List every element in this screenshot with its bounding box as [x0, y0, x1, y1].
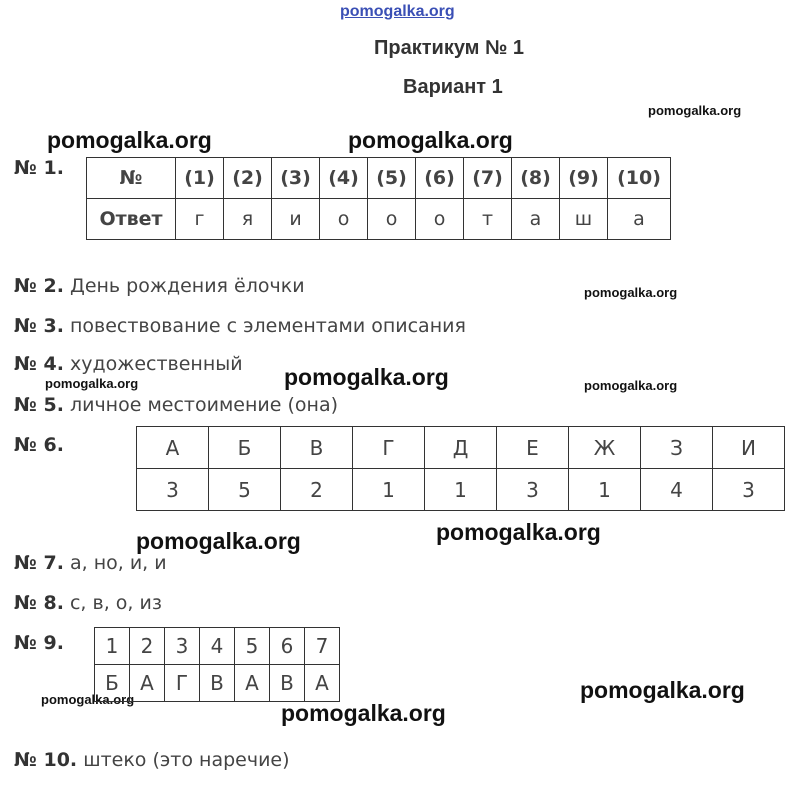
- task-answer: с, в, о, из: [69, 592, 162, 614]
- table-cell: о: [320, 199, 368, 240]
- watermark: pomogalka.org: [47, 127, 212, 153]
- task10-line: [14, 749, 290, 771]
- task-number: № 5.: [14, 394, 64, 416]
- watermark: pomogalka.org: [584, 285, 678, 300]
- watermark-top: pomogalka.org: [340, 3, 455, 20]
- table-header-cell: Д: [425, 427, 497, 469]
- table-cell: В: [270, 665, 305, 702]
- table-row: [95, 665, 340, 702]
- task-number: № 9.: [14, 632, 64, 654]
- table-cell: Г: [165, 665, 200, 702]
- table-row: [137, 427, 785, 469]
- task3-line: [14, 315, 466, 337]
- task-answer: художественный: [69, 353, 243, 375]
- table-cell: я: [224, 199, 272, 240]
- table-header-cell: В: [281, 427, 353, 469]
- table-cell: 1: [425, 469, 497, 511]
- task-number: № 6.: [14, 434, 64, 456]
- table-cell: 3: [713, 469, 785, 511]
- variant-title: Вариант 1: [403, 76, 503, 98]
- task-answer: штеко (это наречие): [83, 749, 290, 771]
- table-header-cell: 2: [130, 628, 165, 665]
- table-header-cell: (10): [608, 158, 671, 199]
- table-cell: А: [305, 665, 340, 702]
- table-header-cell: 6: [270, 628, 305, 665]
- task1-table: [86, 157, 671, 240]
- table-header-cell: А: [137, 427, 209, 469]
- task5-line: [14, 394, 338, 416]
- task-number: № 7.: [14, 552, 64, 574]
- table-cell: 1: [569, 469, 641, 511]
- watermark: pomogalka.org: [281, 700, 446, 726]
- watermark: pomogalka.org: [41, 692, 135, 707]
- table-cell: 5: [209, 469, 281, 511]
- task-number: № 2.: [14, 275, 64, 297]
- task-answer: а, но, и, и: [69, 552, 167, 574]
- table-cell: т: [464, 199, 512, 240]
- task8-line: [14, 592, 162, 614]
- table-cell: А: [130, 665, 165, 702]
- table-header-cell: З: [641, 427, 713, 469]
- task-number: № 4.: [14, 353, 64, 375]
- task-number: № 1.: [14, 157, 64, 179]
- watermark: pomogalka.org: [136, 528, 301, 554]
- table-cell: и: [272, 199, 320, 240]
- watermark: pomogalka.org: [648, 103, 742, 118]
- table-row: [87, 199, 671, 240]
- table-header-cell: (1): [176, 158, 224, 199]
- table-row: [87, 158, 671, 199]
- table-header-cell: 4: [200, 628, 235, 665]
- watermark: pomogalka.org: [284, 364, 449, 390]
- table-cell: Б: [95, 665, 130, 702]
- table-header-cell: 1: [95, 628, 130, 665]
- task2-line: [14, 275, 305, 297]
- task-answer: повествование с элементами описания: [69, 315, 466, 337]
- table-cell: о: [368, 199, 416, 240]
- table-cell: а: [512, 199, 560, 240]
- watermark: pomogalka.org: [45, 376, 139, 391]
- table-cell: В: [200, 665, 235, 702]
- table-header-cell: Е: [497, 427, 569, 469]
- table-header-cell: Г: [353, 427, 425, 469]
- task9-table: [94, 627, 340, 702]
- table-cell: ш: [560, 199, 608, 240]
- task6-table: [136, 426, 785, 511]
- watermark: pomogalka.org: [436, 519, 601, 545]
- table-header-cell: (3): [272, 158, 320, 199]
- table-header-cell: И: [713, 427, 785, 469]
- table-header-cell: 5: [235, 628, 270, 665]
- table-cell: А: [235, 665, 270, 702]
- table-cell: о: [416, 199, 464, 240]
- task-number: № 10.: [14, 749, 78, 771]
- watermark: pomogalka.org: [348, 127, 513, 153]
- table-header-cell: (6): [416, 158, 464, 199]
- table-cell: г: [176, 199, 224, 240]
- table-header-cell: №: [87, 158, 176, 199]
- table-row: [137, 469, 785, 511]
- table-header-cell: (5): [368, 158, 416, 199]
- watermark: pomogalka.org: [580, 677, 745, 703]
- task4-line: [14, 353, 243, 375]
- table-cell: 4: [641, 469, 713, 511]
- table-header-cell: (9): [560, 158, 608, 199]
- task7-line: [14, 552, 167, 574]
- table-cell: 3: [137, 469, 209, 511]
- table-header-cell: Б: [209, 427, 281, 469]
- table-cell: а: [608, 199, 671, 240]
- table-cell: 2: [281, 469, 353, 511]
- table-header-cell: 7: [305, 628, 340, 665]
- table-header-cell: (4): [320, 158, 368, 199]
- table-cell: 3: [497, 469, 569, 511]
- table-header-cell: (8): [512, 158, 560, 199]
- table-row: [95, 628, 340, 665]
- page-title: Практикум № 1: [374, 37, 525, 59]
- task-answer: День рождения ёлочки: [69, 275, 305, 297]
- watermark: pomogalka.org: [584, 378, 678, 393]
- table-header-cell: (2): [224, 158, 272, 199]
- task-number: № 8.: [14, 592, 64, 614]
- table-header-cell: 3: [165, 628, 200, 665]
- table-header-cell: Ж: [569, 427, 641, 469]
- table-header-cell: (7): [464, 158, 512, 199]
- table-header-cell: Ответ: [87, 199, 176, 240]
- table-cell: 1: [353, 469, 425, 511]
- task-number: № 3.: [14, 315, 64, 337]
- task-answer: личное местоимение (она): [69, 394, 339, 416]
